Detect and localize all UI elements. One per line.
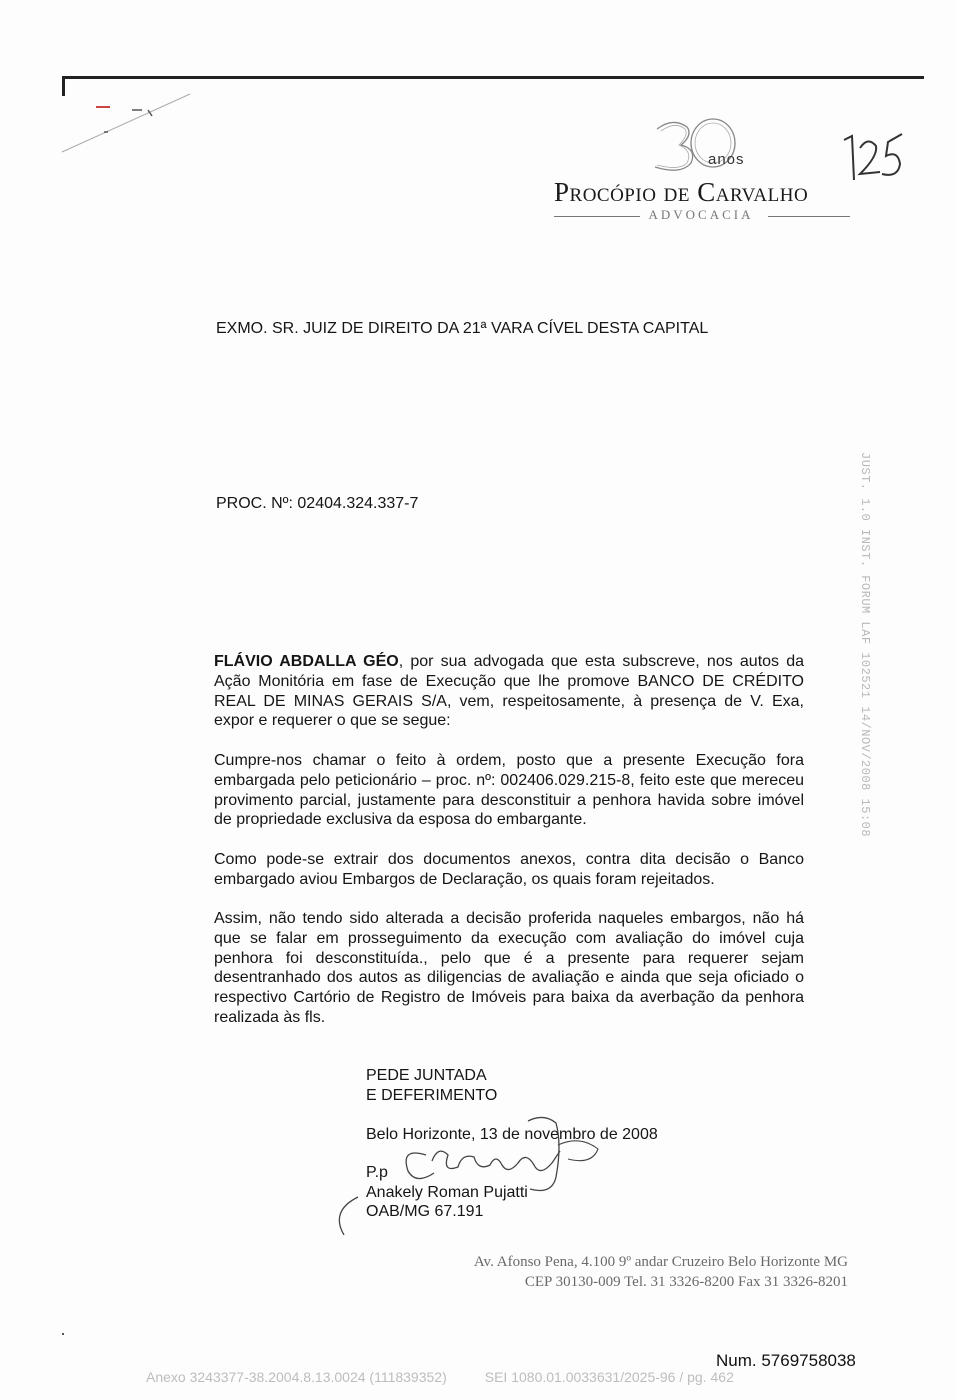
closing-request: [366, 1066, 497, 1105]
protocol-stamp: [856, 452, 876, 838]
rule-right: [768, 216, 850, 217]
footer-watermark: [146, 1369, 734, 1385]
firm-subtitle-row: [554, 207, 848, 225]
document-num: Num. 5769758038: [716, 1351, 856, 1370]
closing-line-2: E DEFERIMENTO: [366, 1086, 498, 1104]
firm-subtitle: ADVOCACIA: [648, 207, 754, 222]
party-name: FLÁVIO ABDALLA GÉO: [214, 653, 399, 670]
oab-number: OAB/MG 67.191: [366, 1203, 484, 1220]
sei-reference: SEI 1080.01.0033631/2025-96 / pg. 462: [484, 1369, 734, 1385]
address-line-1: Av. Afonso Pena, 4.100 9º andar Cruzeiro Belo Horizonte MG: [473, 1254, 848, 1270]
pp-label: P.p: [366, 1164, 388, 1181]
scan-artifact-mark: [60, 90, 220, 160]
place-date: Belo Horizonte, 13 de novembro de 2008: [366, 1126, 658, 1143]
paragraph-intro-text: , por sua advogada que esta subscreve, nos autos da Ação Monitória em fase de Execução que lhe promove BANCO DE CRÉDITO REAL DE MINAS GERAIS S/A, vem, respeitosamente, à presença de V. Exa, expor e requerer o que se segue:: [214, 653, 805, 730]
signatory-name: Anakely Roman Pujatti: [366, 1183, 528, 1201]
protocol-stamp-text: JUST. 1.0 INST. FORUM LAF 102521 14/NOV/2008 15:08: [858, 452, 872, 838]
handwritten-page-number: [838, 128, 908, 188]
paragraph-request: Assim, não tendo sido alterada a decisão proferida naqueles embargos, não há que se falar em prosseguimento da execução com avaliação do imóvel cuja penhora foi desconstituída., pelo que é a presente para requerer sejam desentranhado dos autos as diligencias de avaliação e ainda que seja oficiado o respectivo Cartório de Registro de Imóveis para baixa da averbação da penhora realizada às fls.: [214, 910, 804, 1026]
paragraph-embargos: Como pode-se extrair dos documentos anexos, contra dita decisão o Banco embargado aviou Embargos de Declaração, os quais foram rejeitados.: [214, 851, 804, 888]
addressee: EXMO. SR. JUIZ DE DIREITO DA 21ª VARA CÍVEL DESTA CAPITAL: [216, 320, 709, 337]
scan-dot: [62, 1333, 64, 1335]
paragraph-execution: Cumpre-nos chamar o feito à ordem, posto que a presente Execução fora embargada pelo peticionário – proc. nº: 002406.029.215-8, feito este que mereceu provimento parcial, justamente para desconstituir a penhora havida sobre imóvel de propriedade exclusiva da esposa do embargante.: [214, 752, 804, 829]
closing-line-1: PEDE JUNTADA: [366, 1067, 487, 1084]
paragraph-intro: [214, 652, 804, 731]
letterhead: [548, 115, 858, 225]
scan-border-line: [62, 76, 924, 79]
handwritten-signature: [330, 1115, 610, 1235]
address-line-2: CEP 30130-009 Tel. 31 3326-8200 Fax 31 3326-8201: [524, 1274, 848, 1290]
process-number: PROC. Nº: 02404.324.337-7: [216, 495, 419, 512]
annex-reference: Anexo 3243377-38.2004.8.13.0024 (111839352): [146, 1369, 447, 1385]
anos-label: anos: [708, 151, 745, 168]
firm-name: Procópio de Carvalho: [554, 177, 809, 207]
